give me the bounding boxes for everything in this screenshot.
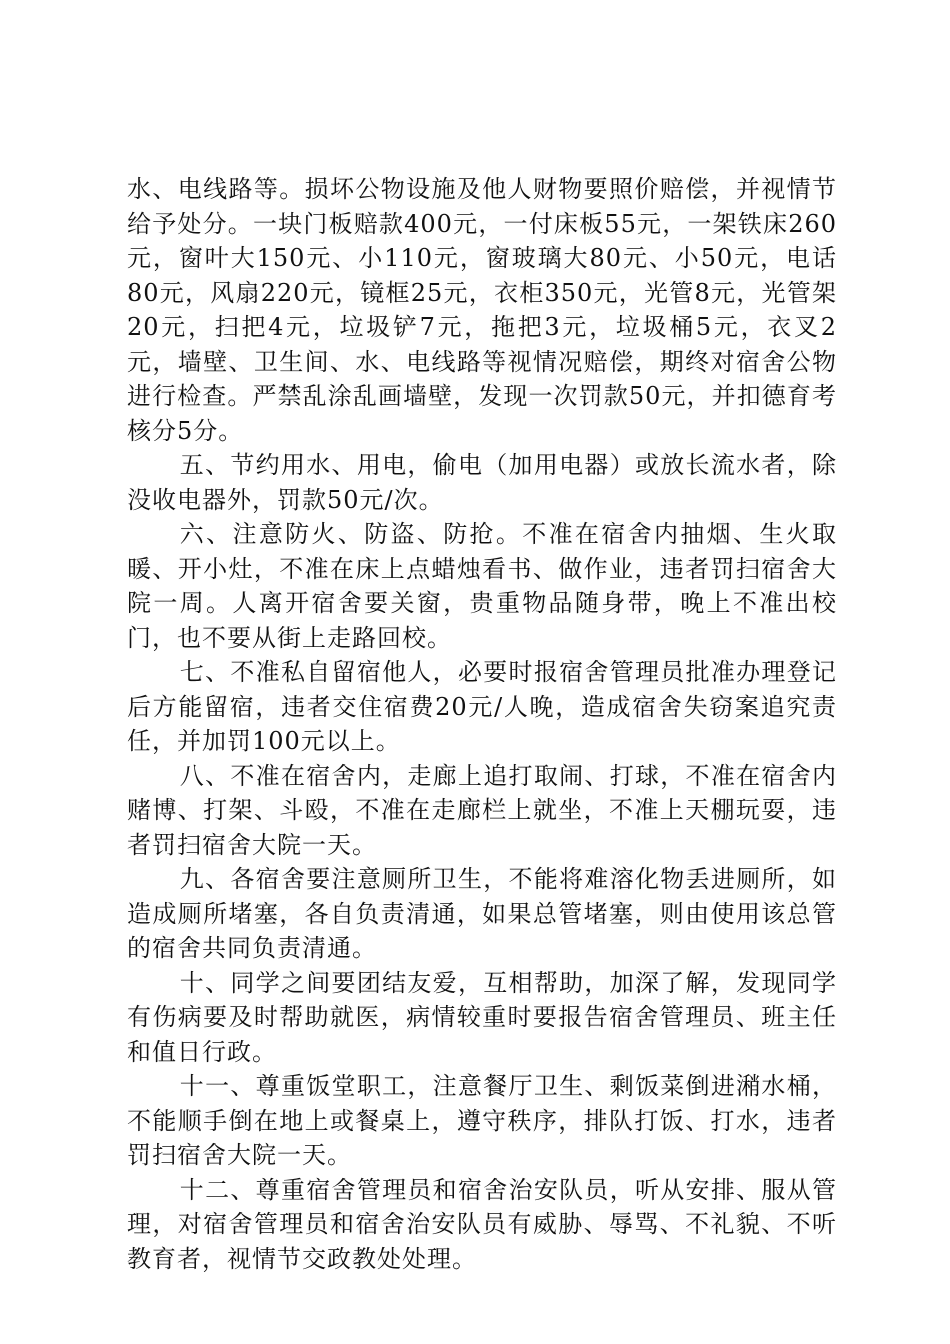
paragraph-rule-7: 七、不准私自留宿他人，必要时报宿舍管理员批准办理登记后方能留宿，违者交住宿费20元/人晚，造成宿舍失窃案追究责任，并加罚100元以上。 <box>127 658 837 755</box>
paragraph-rule-12: 十二、尊重宿舍管理员和宿舍治安队员，听从安排、服从管理，对宿舍管理员和宿舍治安队员有威胁、辱骂、不礼貌、不听教育者，视情节交政教处处理。 <box>127 1175 837 1273</box>
paragraph-continuation: 水、电线路等。损坏公物设施及他人财物要照价赔偿，并视情节给予处分。一块门板赔款400元，一付床板55元，一架铁床260元，窗叶大150元、小110元，窗玻璃大80元、小50元，电话80元，风扇220元，镜框25元，衣柜350元，光管8元，光管架20元，扫把4元，垃圾铲7元，拖把3元，垃圾桶5元，衣叉2元，墙壁、卫生间、水、电线路等视情况赔偿，期终对宿舍公物进行检查。严禁乱涂乱画墙壁，发现一次罚款50元，并扣德育考核分5分。 <box>127 175 837 445</box>
paragraph-rule-8: 八、不准在宿舍内，走廊上追打取闹、打球，不准在宿舍内赌博、打架、斗殴，不准在走廊栏上就坐，不准上天棚玩耍，违者罚扫宿舍大院一天。 <box>127 761 837 859</box>
paragraph-rule-10: 十、同学之间要团结友爱，互相帮助，加深了解，发现同学有伤病要及时帮助就医，病情较重时要报告宿舍管理员、班主任和值日行政。 <box>127 968 837 1066</box>
paragraph-rule-11: 十一、尊重饭堂职工，注意餐厅卫生、剩饭菜倒进潲水桶，不能顺手倒在地上或餐桌上，遵守秩序，排队打饭、打水，违者罚扫宿舍大院一天。 <box>127 1072 837 1169</box>
document-body <box>127 172 837 1276</box>
paragraph-rule-9: 九、各宿舍要注意厕所卫生，不能将难溶化物丢进厕所，如造成厕所堵塞，各自负责清通，如果总管堵塞，则由使用该总管的宿舍共同负责清通。 <box>127 865 837 962</box>
paragraph-rule-6: 六、注意防火、防盗、防抢。不准在宿舍内抽烟、生火取暖、开小灶，不准在床上点蜡烛看书、做作业，违者罚扫宿舍大院一周。人离开宿舍要关窗，贵重物品随身带，晚上不准出校门，也不要从街上走路回校。 <box>127 520 837 652</box>
paragraph-rule-5: 五、节约用水、用电，偷电（加用电器）或放长流水者，除没收电器外，罚款50元/次。 <box>127 451 837 514</box>
